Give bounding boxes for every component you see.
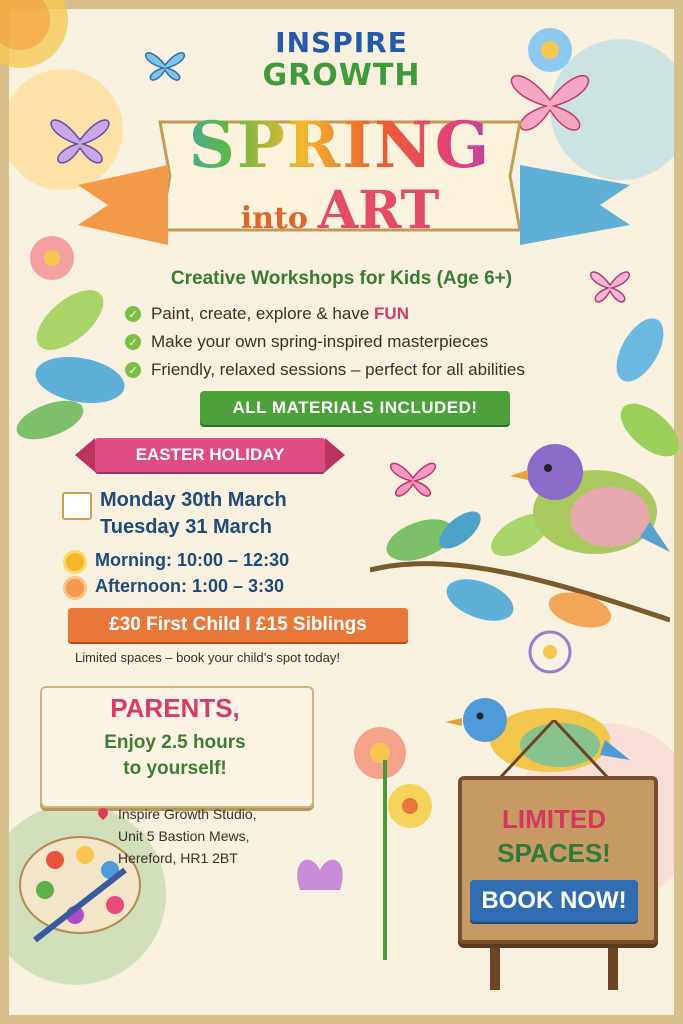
sign-limited-text: LIMITED: [502, 804, 606, 834]
paint-palette-icon: [15, 830, 155, 950]
address-line1: Inspire Growth Studio,: [118, 806, 257, 822]
flower-stem-icon: [375, 760, 395, 960]
time-morning-value: 10:00 – 12:30: [177, 550, 290, 570]
check-icon: ✓: [125, 334, 141, 350]
title-into-art: [150, 180, 530, 241]
feature-text: Make your own spring-inspired masterpieces: [151, 332, 489, 351]
title-into: into: [240, 201, 308, 236]
book-now-button[interactable]: BOOK NOW!: [470, 880, 638, 922]
sign-chain-icon: [458, 720, 650, 780]
time-morning-label: Morning:: [95, 550, 172, 570]
parents-title: PARENTS,: [110, 693, 240, 723]
date-tuesday: Tuesday 31 March: [100, 516, 272, 538]
address-line3: Hereford, HR1 2BT: [118, 850, 238, 866]
check-icon: ✓: [125, 306, 141, 322]
leaf-cluster-icon: [10, 280, 140, 450]
check-icon: ✓: [125, 362, 141, 378]
time-morning: [95, 550, 289, 571]
feature-text: Friendly, relaxed sessions – perfect for all abilities: [151, 360, 525, 379]
parents-line1: Enjoy 2.5 hours: [104, 732, 246, 753]
flower-sun-icon: [66, 579, 84, 597]
workshop-subtitle: Creative Workshops for Kids (Age 6+): [170, 268, 513, 289]
feature-text: Paint, create, explore & have: [151, 304, 370, 323]
title-spring: SPRING: [150, 108, 530, 183]
time-afternoon-value: 1:00 – 3:30: [192, 576, 285, 596]
feature-highlight: FUN: [374, 304, 409, 323]
feature-item: [125, 300, 525, 328]
ribbon-tail-right: [520, 165, 630, 245]
tulip-icon: [290, 840, 350, 900]
brand-name-line2: GROWTH: [262, 58, 421, 93]
easter-ribbon-tail-left: [75, 438, 95, 472]
address-line2: Unit 5 Bastion Mews,: [118, 828, 250, 844]
easter-ribbon-tail-right: [325, 438, 345, 472]
easter-holiday-banner: EASTER HOLIDAY: [95, 438, 325, 472]
sun-icon: [66, 553, 84, 571]
date-monday: Monday 30th March: [100, 489, 287, 511]
price-banner: £30 First Child I £15 Siblings: [68, 608, 408, 642]
materials-banner: ALL MATERIALS INCLUDED!: [200, 391, 510, 425]
calendar-icon: [62, 492, 92, 520]
sign-spaces-text: SPACES!: [497, 838, 611, 868]
brand-name-line1: INSPIRE: [275, 26, 408, 59]
parents-line2: to yourself!: [123, 758, 227, 779]
feature-item: [125, 356, 525, 384]
time-afternoon-label: Afternoon:: [95, 576, 187, 596]
title-art: ART: [317, 180, 440, 241]
feature-list: [125, 300, 525, 384]
time-afternoon: [95, 576, 284, 597]
bird-icon: [500, 432, 670, 562]
limited-spaces-note: Limited spaces – book your child’s spot today!: [75, 650, 340, 665]
feature-item: [125, 328, 525, 356]
